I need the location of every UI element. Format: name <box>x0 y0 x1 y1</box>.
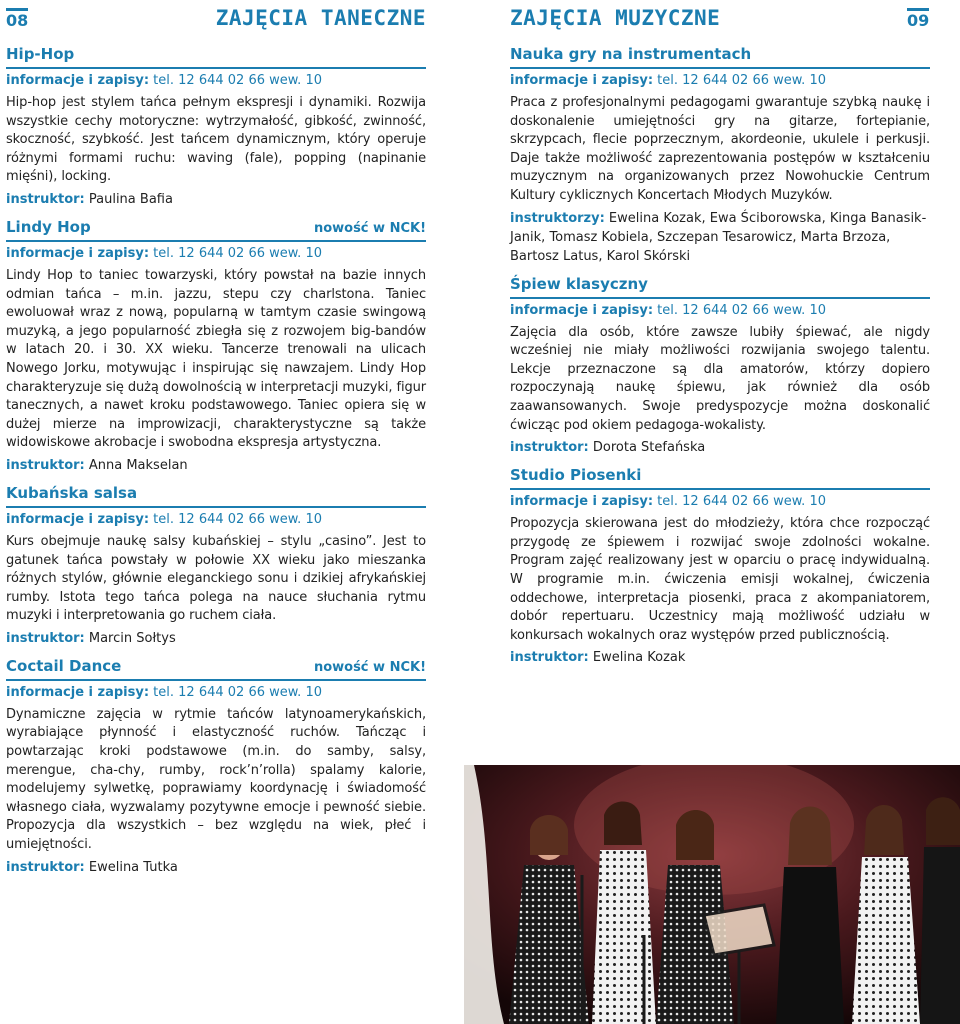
section-title: Kubańska salsa <box>6 483 138 502</box>
section-description: Hip-hop jest stylem tańca pełnym ekspresji i dynamiki. Rozwija wszystkie cechy motoryczne: wytrzymałość, gibkość, zwinność, skoczność, szybkość. Jest tańcem dynamicznym, który operuje różnymi formami ruchu: waving (fale), popping (napinanie mięśni), locking. <box>6 95 426 185</box>
section-title: Hip-Hop <box>6 45 75 63</box>
instructor-label: instruktor: <box>6 457 85 473</box>
section-title: Coctail Dance <box>6 656 122 675</box>
section-description: Lindy Hop to taniec towarzyski, który powstał na bazie innych odmian tańca – m.in. jazzu, stepu czy charlstona. Taniec ewoluował wraz z nową, popularną w tamtym czasie swingową muzyką, a jego popularność zbiegła się z rozwojem big-bandów w latach 20. i 30. XX wieku. Tancerze trenowali na ulicach Nowego Jorku, motywując i inspirując się nawzajem. Lindy Hop charakteryzuje się dużą dowolnością w interpretacji muzyki, figur tanecznych, a nawet kroku podstawowego. Taniec opiera się w dużej mierze na improwizacji, charakterystyczne są także widowiskowe akrobacje i swobodna ekspresja artystyczna. <box>6 267 426 451</box>
instructor-name: Ewelina Kozak, Ewa Ściborowska, Kinga Banasik-Janik, Tomasz Kobiela, Szczepan Tesarowicz, Marta Brzoza, Bartosz Latus, Karol Skórski <box>510 210 927 264</box>
contact-phone: tel. 12 644 02 66 wew. 10 <box>153 245 322 261</box>
page-number: 09 <box>907 8 929 29</box>
instructor-name: Marcin Sołtys <box>88 630 176 646</box>
instructor-name: Ewelina Kozak <box>592 650 686 666</box>
instructor-label: instruktor: <box>510 650 589 666</box>
instructor-label: instruktor: <box>6 191 85 207</box>
section-hip-hop <box>6 44 426 209</box>
contact-phone: tel. 12 644 02 66 wew. 10 <box>657 73 826 88</box>
section-description: Dynamiczne zajęcia w rytmie tańców latynoamerykańskich, wyrabiające płynność i elastyczność ruchów. Tańcząc i powtarzając kroki podstawowe (m.in. do samby, salsy, merengue, cha-chy, rumby, rock’n’rolla) spalamy kalorie, modelujemy sylwetkę, poprawiamy koordynację i świadomość własnego ciała, wyzwalamy pozytywne emocje i pewność siebie. Propozycja dla wszystkich – bez względu na wiek, płeć i umiejętności. <box>6 706 426 853</box>
right-page <box>510 0 930 667</box>
instructor-name: Ewelina Tutka <box>88 859 178 875</box>
section-title: Studio Piosenki <box>510 466 642 485</box>
contact-label: informacje i zapisy: <box>6 73 150 88</box>
contact-info <box>510 297 930 320</box>
section-title: Lindy Hop <box>6 217 91 236</box>
page-header <box>6 0 426 36</box>
page-number: 08 <box>6 8 28 29</box>
contact-phone: tel. 12 644 02 66 wew. 10 <box>153 511 322 527</box>
contact-label: informacje i zapisy: <box>6 511 150 527</box>
contact-label: informacje i zapisy: <box>510 73 654 88</box>
instructor-name: Dorota Stefańska <box>592 440 706 456</box>
page-title: ZAJĘCIA MUZYCZNE <box>510 6 721 30</box>
section-description: Praca z profesjonalnymi pedagogami gwarantuje szybką naukę i doskonalenie umiejętności gry na gitarze, fortepianie, skrzypcach, flecie poprzecznym, akordeonie, ukulele i perkusji. Daje także możliwość zaprezentowania postępów w kształceniu muzycznym na organizowanych przez Nowohuckie Centrum Kultury cyklicznych Koncertach Młodych Muzyków. <box>510 95 930 203</box>
instructor-name: Paulina Bafia <box>88 191 173 207</box>
instructor-line <box>510 648 930 667</box>
instructor-label: instruktor: <box>6 859 85 875</box>
section-description: Kurs obejmuje naukę salsy kubańskiej – stylu „casino”. Jest to gatunek tańca powstały w połowie XX wieku jako mieszanka różnych stylów, głównie eleganckiego sonu i dzikiej afrykańskiej rumby. Istota tego tańca polega na nauce słuchania rytmu muzyki i interpretowania go ruchem ciała. <box>6 533 426 624</box>
contact-label: informacje i zapisy: <box>6 684 150 700</box>
contact-info <box>6 679 426 702</box>
contact-phone: tel. 12 644 02 66 wew. 10 <box>153 684 322 700</box>
instructor-label: instruktor: <box>510 440 589 456</box>
contact-info <box>6 67 426 90</box>
section-lindy-hop <box>6 217 426 475</box>
contact-phone: tel. 12 644 02 66 wew. 10 <box>657 302 826 318</box>
contact-info <box>510 488 930 511</box>
contact-label: informacje i zapisy: <box>510 494 654 510</box>
contact-phone: tel. 12 644 02 66 wew. 10 <box>657 494 826 510</box>
singer-6 <box>920 797 960 1024</box>
section-spiew-klasyczny <box>510 274 930 458</box>
section-kubanska-salsa <box>6 483 426 648</box>
section-studio-piosenki <box>510 465 930 667</box>
instructor-line <box>6 456 426 475</box>
instructor-label: instruktorzy: <box>510 210 605 226</box>
section-title: Śpiew klasyczny <box>510 274 648 293</box>
contact-info <box>6 506 426 529</box>
new-badge: nowość w NCK! <box>313 659 426 675</box>
page-header <box>510 0 930 36</box>
section-description: Zajęcia dla osób, które zawsze lubiły śpiewać, ale nigdy wcześniej nie miały możliwości rozwijania swojego talentu. Lekcje przeznaczone są dla amatorów, którzy dopiero rozpoczynają naukę śpiewu, jak również dla osób zaawansowanych. Swoje predyspozycje można doskonalić ćwicząc pod okiem pedagoga-wokalisty. <box>510 324 930 433</box>
contact-label: informacje i zapisy: <box>6 245 150 261</box>
singers-illustration <box>464 765 960 1024</box>
new-badge: nowość w NCK! <box>313 220 426 236</box>
instructor-line <box>510 209 930 266</box>
instructor-label: instruktor: <box>6 630 85 646</box>
contact-info <box>510 67 930 90</box>
section-description: Propozycja skierowana jest do młodzieży, która chce rozpocząć przygodę ze śpiewem i rozwijać swoje zdolności wokalne. Program zajęć realizowany jest w oparciu o pracę indywidualną. W programie m.in. ćwiczenia emisji wokalnej, ćwiczenia oddechowe, interpretacja piosenki, praca z akompaniatorem, dobór repertuaru. Uczestnicy mają możliwość udziału w konkursach wokalnych oraz występów przed publicznością. <box>510 516 930 643</box>
page-title: ZAJĘCIA TANECZNE <box>215 6 426 30</box>
section-title: Nauka gry na instrumentach <box>510 45 752 63</box>
instructor-line <box>6 858 426 877</box>
instructor-name: Anna Makselan <box>88 457 188 473</box>
instructor-line <box>6 629 426 648</box>
contact-phone: tel. 12 644 02 66 wew. 10 <box>153 73 322 88</box>
left-page <box>6 0 426 877</box>
section-instruments <box>510 44 930 266</box>
contact-label: informacje i zapisy: <box>510 302 654 318</box>
instructor-line <box>6 190 426 209</box>
contact-info <box>6 240 426 263</box>
singers-photo <box>464 765 960 1024</box>
instructor-line <box>510 438 930 457</box>
section-coctail-dance <box>6 656 426 877</box>
